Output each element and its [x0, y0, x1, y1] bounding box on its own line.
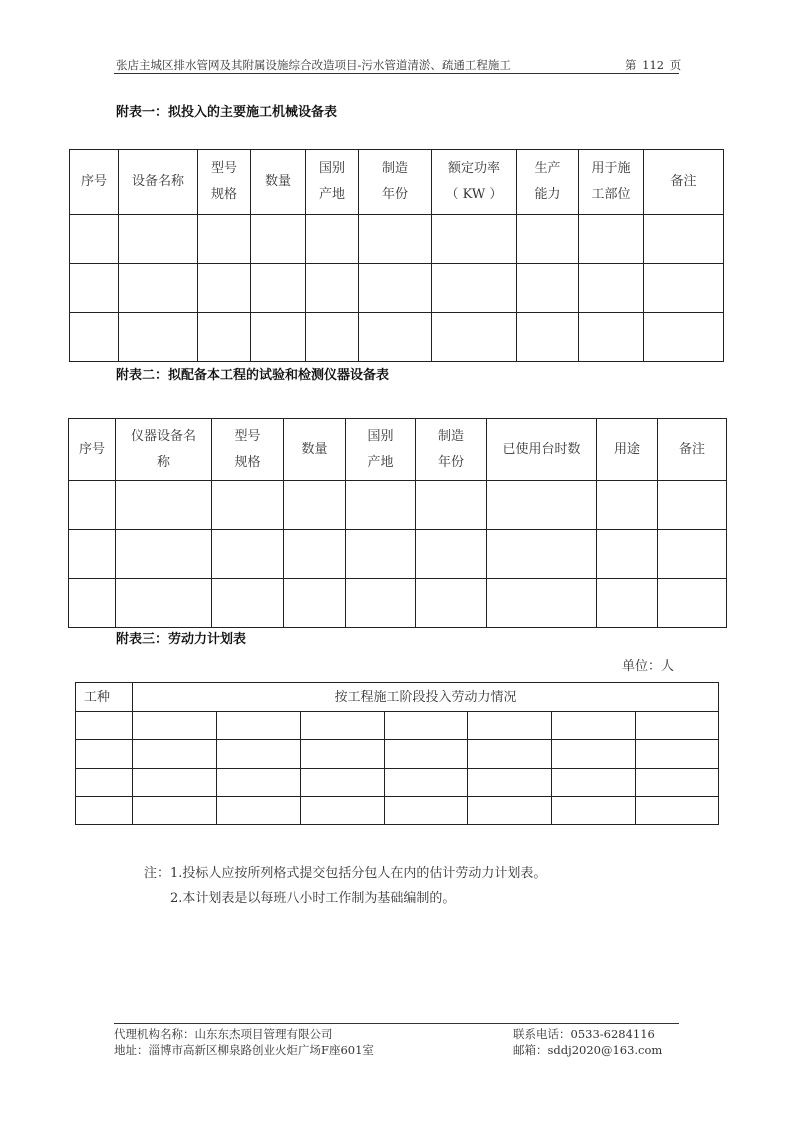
- table-cell: [552, 797, 636, 825]
- column-header: 设备名称: [119, 150, 198, 215]
- header-page-number: 第 112 页: [625, 58, 682, 72]
- table-cell: [552, 769, 636, 797]
- column-header: 数量: [251, 150, 306, 215]
- table-cell: [301, 797, 385, 825]
- column-header: 制造 年份: [359, 150, 432, 215]
- table-cell: [301, 712, 385, 740]
- table-cell: [636, 769, 719, 797]
- table-cell: [116, 579, 212, 628]
- table-cell: [468, 797, 552, 825]
- table-cell: [284, 579, 346, 628]
- table-cell: [217, 740, 301, 769]
- unit-label: 单位：人: [622, 659, 675, 674]
- table-cell: [212, 530, 284, 579]
- table-cell: [644, 313, 724, 362]
- footer-email: 邮箱：sddj2020@163.com: [513, 1043, 663, 1057]
- table-cell: [212, 481, 284, 530]
- table-cell: [119, 313, 198, 362]
- table-cell: [517, 264, 579, 313]
- column-header: 制造 年份: [416, 419, 487, 481]
- table2-title: 附表二：拟配备本工程的试验和检测仪器设备表: [116, 368, 390, 383]
- column-header: 序号: [70, 150, 119, 215]
- table-cell: [579, 313, 644, 362]
- table-cell: [636, 740, 719, 769]
- table-cell: [306, 215, 359, 264]
- footer-address: 地址：淄博市高新区柳泉路创业火炬广场F座601室: [114, 1043, 374, 1057]
- header-trade: 工种: [76, 683, 133, 712]
- table-cell: [301, 740, 385, 769]
- table3-title: 附表三：劳动力计划表: [116, 632, 247, 647]
- column-header: 数量: [284, 419, 346, 481]
- table-cell: [579, 264, 644, 313]
- machinery-table: [69, 149, 724, 362]
- table-cell: [198, 264, 251, 313]
- table-cell: [432, 313, 517, 362]
- table-cell: [212, 579, 284, 628]
- table-cell: [597, 579, 658, 628]
- table-cell: [116, 530, 212, 579]
- table-row: [76, 740, 719, 769]
- table-cell: [301, 769, 385, 797]
- footer-phone: 联系电话：0533-6284116: [513, 1027, 655, 1041]
- header-rule: [114, 73, 679, 74]
- table-row: [70, 264, 724, 313]
- table-cell: [416, 579, 487, 628]
- table-cell: [198, 313, 251, 362]
- header-document-title: 张店主城区排水管网及其附属设施综合改造项目-污水管道清淤、疏通工程施工: [116, 58, 511, 72]
- labor-plan-table: [75, 682, 719, 853]
- table-row: [76, 797, 719, 825]
- table-cell: [517, 215, 579, 264]
- table-header-row: [69, 419, 727, 481]
- table-cell: [76, 769, 133, 797]
- footer-agency: 代理机构名称：山东东杰项目管理有限公司: [114, 1027, 333, 1041]
- table-cell: [385, 712, 468, 740]
- column-header: 用途: [597, 419, 658, 481]
- table-cell: [69, 481, 116, 530]
- table-cell: [251, 313, 306, 362]
- table-cell: [133, 712, 217, 740]
- table-cell: [198, 215, 251, 264]
- table-cell: [70, 215, 119, 264]
- column-header: 备注: [658, 419, 727, 481]
- table-cell: [133, 740, 217, 769]
- table-cell: [217, 712, 301, 740]
- column-header: 型号 规格: [212, 419, 284, 481]
- table-cell: [217, 797, 301, 825]
- table-cell: [552, 740, 636, 769]
- table-row: [69, 579, 727, 628]
- table-cell: [359, 313, 432, 362]
- table-cell: [432, 215, 517, 264]
- table-cell: [76, 712, 133, 740]
- table-cell: [346, 579, 416, 628]
- table-cell: [468, 712, 552, 740]
- column-header: 用于施 工部位: [579, 150, 644, 215]
- table-cell: [658, 579, 727, 628]
- column-header: 国别 产地: [346, 419, 416, 481]
- table-cell: [385, 740, 468, 769]
- table-row: [76, 825, 719, 853]
- table-cell: [70, 313, 119, 362]
- table-cell: [119, 215, 198, 264]
- table-cell: [306, 264, 359, 313]
- footer-rule: [114, 1023, 679, 1024]
- instrument-table: [68, 418, 727, 628]
- table-cell: [658, 530, 727, 579]
- column-header: 备注: [644, 150, 724, 215]
- table-cell: [133, 797, 217, 825]
- header-stage-labor: 按工程施工阶段投入劳动力情况: [133, 683, 719, 712]
- table-row: [70, 215, 724, 264]
- column-header: 仪器设备名 称: [116, 419, 212, 481]
- column-header: 生产 能力: [517, 150, 579, 215]
- table-cell: [636, 797, 719, 825]
- table-cell: [76, 797, 133, 825]
- column-header: 额定功率 （ KW ）: [432, 150, 517, 215]
- table-cell: [70, 264, 119, 313]
- table-cell: [116, 481, 212, 530]
- table-cell: [597, 530, 658, 579]
- table-cell: [346, 530, 416, 579]
- table-cell: [306, 313, 359, 362]
- table-cell: [133, 769, 217, 797]
- table-cell: [76, 740, 133, 769]
- table-cell: [284, 530, 346, 579]
- table-cell: [251, 264, 306, 313]
- table-header-row: [76, 683, 719, 712]
- table-cell: [69, 530, 116, 579]
- column-header: 型号 规格: [198, 150, 251, 215]
- table-cell: [487, 579, 597, 628]
- table-cell: [468, 740, 552, 769]
- table-row: [76, 712, 719, 740]
- table-cell: [468, 769, 552, 797]
- table-cell: [487, 530, 597, 579]
- column-header: 序号: [69, 419, 116, 481]
- column-header: 国别 产地: [306, 150, 359, 215]
- table-header-row: [70, 150, 724, 215]
- table-cell: [359, 264, 432, 313]
- note-line-1: 注：1.投标人应按所列格式提交包括分包人在内的估计劳动力计划表。: [144, 866, 547, 881]
- table-cell: [69, 579, 116, 628]
- table-cell: [217, 769, 301, 797]
- table-cell: [597, 481, 658, 530]
- table-cell: [385, 797, 468, 825]
- table-cell: [385, 769, 468, 797]
- table-row: [70, 313, 724, 362]
- table-cell: [416, 530, 487, 579]
- table-cell: [644, 215, 724, 264]
- table-cell: [636, 712, 719, 740]
- table-row: [69, 530, 727, 579]
- table1-title: 附表一：拟投入的主要施工机械设备表: [116, 105, 338, 120]
- table-cell: [346, 481, 416, 530]
- table-cell: [579, 215, 644, 264]
- table-cell: [432, 264, 517, 313]
- table-cell: [119, 264, 198, 313]
- table-cell: [517, 313, 579, 362]
- table-cell: [359, 215, 432, 264]
- column-header: 已使用台时数: [487, 419, 597, 481]
- table-cell: [416, 481, 487, 530]
- table-cell: [552, 712, 636, 740]
- table-cell: [251, 215, 306, 264]
- note-line-2: 2.本计划表是以每班八小时工作制为基础编制的。: [170, 891, 456, 906]
- table-cell: [487, 481, 597, 530]
- table-cell: [284, 481, 346, 530]
- table-cell: [658, 481, 727, 530]
- table-cell: [644, 264, 724, 313]
- table-row: [76, 769, 719, 797]
- table-row: [69, 481, 727, 530]
